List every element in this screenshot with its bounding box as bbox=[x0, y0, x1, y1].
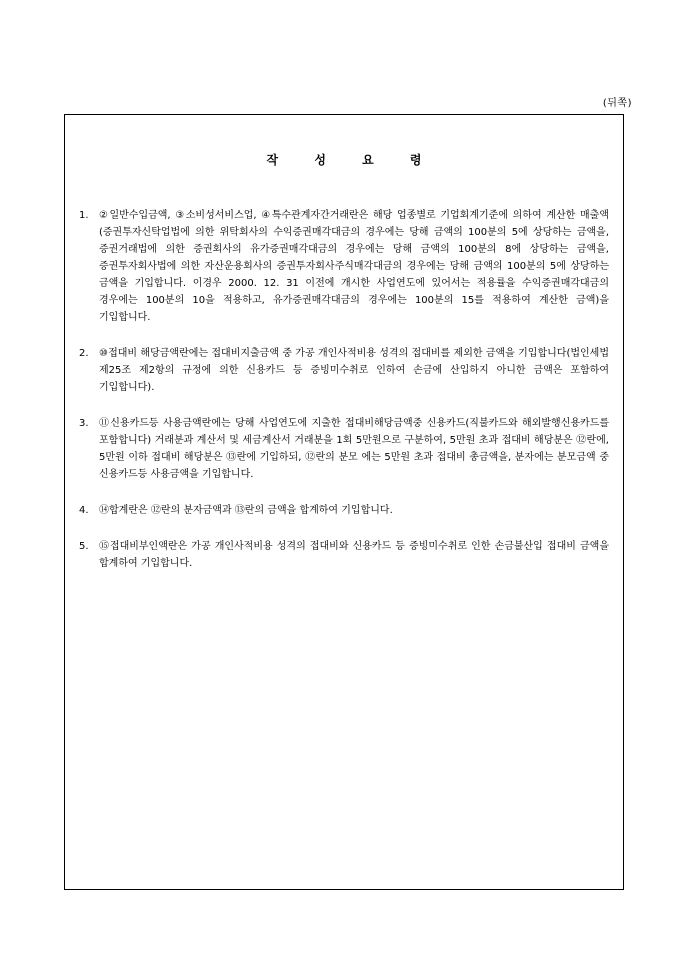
item-number: 1. bbox=[79, 210, 89, 221]
item-text: ⑭합계란은 ⑫란의 분자금액과 ⑬란의 금액을 합계하여 기입합니다. bbox=[99, 505, 393, 516]
instruction-item-1 bbox=[79, 207, 609, 326]
item-text: ⑮접대비부인액란은 가공 개인사적비용 성격의 접대비와 신용카드 등 증빙미수취로 인한 손금불산입 접대비 금액을 합계하여 기입합니다. bbox=[99, 541, 609, 569]
item-text: ⑪신용카드등 사용금액란에는 당해 사업연도에 지출한 접대비해당금액중 신용카드(직불카드와 해외발행신용카드를 포함합니다) 거래분과 계산서 및 세금계산서 거래분을 1회 5만원으로 구분하여, 5만원 초과 접대비 해당분은 ⑫란에, 5만원 이하 접대비 해당분은 ⑬란에 기입하되, ⑫란의 분모 에는 5만원 초과 접대비 총금액을, 분자에는 분모금액 중 신용카드등 사용금액을 기입합니다. bbox=[99, 418, 609, 480]
instructions-frame bbox=[64, 114, 624, 890]
item-text: ⑩접대비 해당금액란에는 접대비지출금액 중 가공 개인사적비용 성격의 접대비를 제외한 금액을 기입합니다(법인세법 제25조 제2항의 규정에 의한 신용카드 등 증빙미수취로 인하여 손금에 산입하지 아니한 금액은 포함하여 기입합니다). bbox=[99, 348, 609, 393]
item-number: 4. bbox=[79, 505, 89, 516]
item-number: 3. bbox=[79, 418, 89, 429]
item-number: 5. bbox=[79, 541, 89, 552]
instruction-item-5 bbox=[79, 538, 609, 572]
instruction-item-3 bbox=[79, 415, 609, 483]
item-number: 2. bbox=[79, 348, 89, 359]
page-side-label: (뒤쪽) bbox=[602, 98, 632, 109]
item-text: ②일반수입금액, ③소비성서비스업, ④특수관계자간거래란은 해당 업종별로 기업회계기준에 의하여 계산한 매출액(증권투자신탁업법에 의한 위탁회사의 수익증권매각대금의 경우에는 당해 금액의 100분의 5에 상당하는 금액을, 증권거래법에 의한 증권회사의 유가증권매각대금의 경우에는 당해 금액의 100분의 8에 상당하는 금액을, 증권투자회사법에 의한 자산운용회사의 증권투자회사주식매각대금의 경우에는 당해 금액의 100분의 5에 상당하는 금액을 기입합니다. 이경우 2000. 12. 31 이전에 개시한 사업연도에 있어서는 적용률을 수익증권매각대금의 경우에는 100분의 10을 적용하고, 유가증권매각대금의 경우에는 100분의 15를 적용하여 계산한 금액)을 기입합니다. bbox=[99, 210, 609, 323]
instruction-list bbox=[79, 207, 609, 591]
section-title: 작 성 요 령 bbox=[266, 153, 438, 167]
instruction-item-2 bbox=[79, 345, 609, 396]
instruction-item-4 bbox=[79, 502, 609, 519]
